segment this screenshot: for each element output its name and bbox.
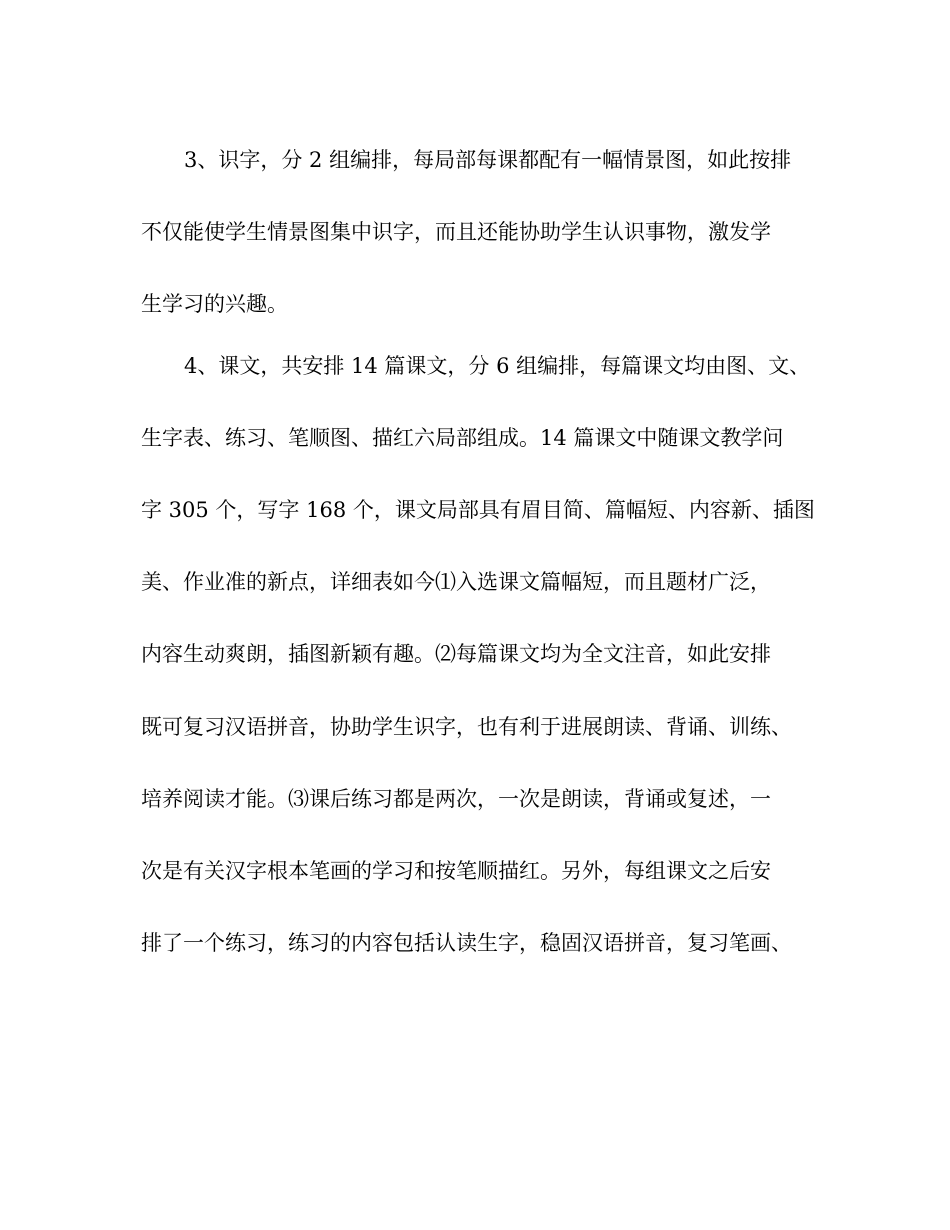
paragraph-3-line-2: 不仅能使学生情景图集中识字，而且还能协助学生认识事物，激发学 — [141, 220, 771, 244]
paragraph-4-line-2: 生字表、练习、笔顺图、描红六局部组成。14 篇课文中随课文教学问 — [141, 426, 784, 450]
paragraph-4-line-4: 美、作业准的新点，详细表如今⑴入选课文篇幅短，而且题材广泛， — [141, 570, 771, 594]
paragraph-4-line-7: 培养阅读才能。⑶课后练习都是两次，一次是朗读，背诵或复述，一 — [141, 787, 771, 811]
paragraph-4-line-3: 字 305 个，写字 168 个，课文局部具有眉目简、篇幅短、内容新、插图 — [141, 498, 815, 522]
paragraph-4-line-8: 次是有关汉字根本笔画的学习和按笔顺描红。另外，每组课文之后安 — [141, 859, 771, 883]
paragraph-4-line-9: 排了一个练习，练习的内容包括认读生字，稳固汉语拼音，复习笔画、 — [141, 931, 792, 955]
paragraph-3-line-3: 生学习的兴趣。 — [141, 292, 288, 316]
paragraph-4-line-1: 4、课文，共安排 14 篇课文，分 6 组编排，每篇课文均由图、文、 — [184, 354, 811, 378]
paragraph-3-line-1: 3、识字，分 2 组编排，每局部每课都配有一幅情景图，如此按排 — [184, 148, 792, 172]
paragraph-4-line-6: 既可复习汉语拼音，协助学生识字，也有利于进展朗读、背诵、训练、 — [141, 715, 792, 739]
paragraph-4-line-5: 内容生动爽朗，插图新颖有趣。⑵每篇课文均为全文注音，如此安排 — [141, 642, 771, 666]
